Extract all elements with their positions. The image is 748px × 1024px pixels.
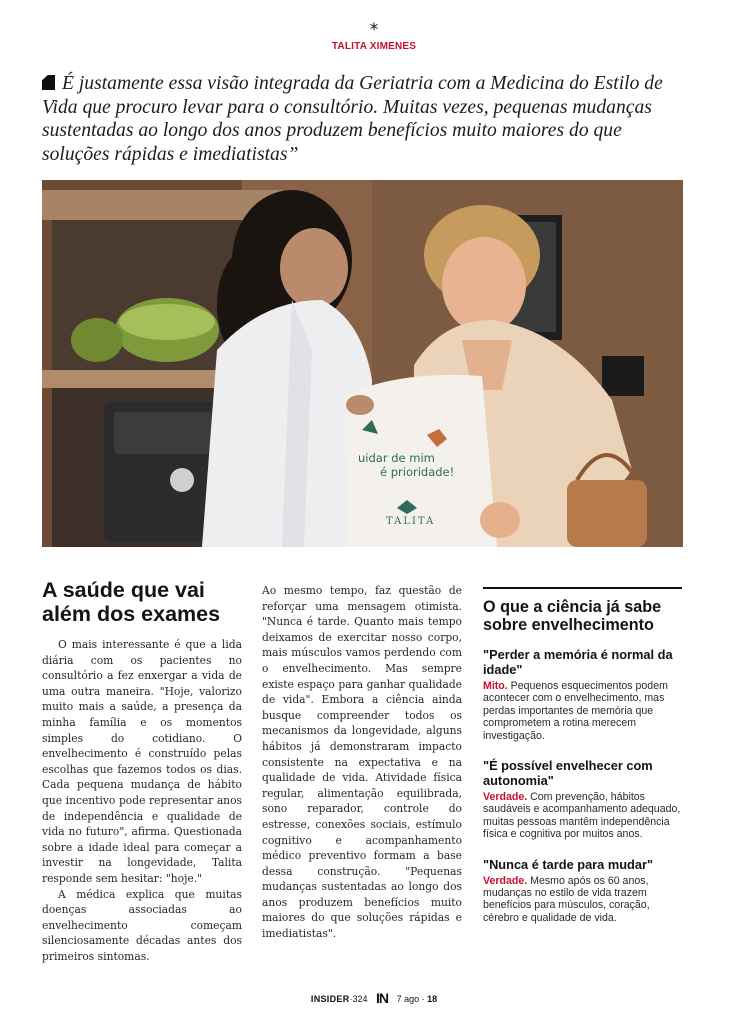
article-column-1 bbox=[42, 578, 242, 964]
fact-text bbox=[483, 791, 682, 841]
page-footer bbox=[0, 990, 748, 1006]
magazine-name: INSIDER bbox=[310, 994, 350, 1004]
bag-text-line2: é prioridade! bbox=[380, 465, 455, 479]
page-separator: · bbox=[419, 994, 428, 1004]
fact-item bbox=[483, 647, 682, 742]
fact-body: Pequenos esquecimentos podem acontecer com o envelhecimento, mas perdas importantes de memória que comprometem a rotina merecem investigação. bbox=[483, 680, 668, 742]
star-icon: * bbox=[369, 20, 379, 40]
fact-verdict: Mito. bbox=[483, 680, 508, 692]
article-photo bbox=[42, 180, 683, 547]
pull-quote-text: É justamente essa visão integrada da Geriatria com a Medicina do Estilo de Vida que procuro levar para o consultório. Muitas vezes, pequenas mudanças sustentadas ao longo dos anos produzem benefícios muito maiores do que soluções rápidas e imediatistas” bbox=[42, 73, 663, 165]
author-name: TALITA XIMENES bbox=[331, 41, 417, 52]
issue-number: 324 bbox=[352, 994, 368, 1004]
article-column-2 bbox=[262, 583, 462, 942]
article-paragraph: A médica explica que muitas doenças associadas ao envelhecimento começam silenciosamente décadas antes dos primeiros sintomas. bbox=[42, 887, 242, 963]
fact-verdict: Verdade. bbox=[483, 791, 528, 804]
bag-text-line1: uidar de mim bbox=[358, 451, 435, 465]
page-number: 18 bbox=[427, 994, 438, 1004]
fact-text bbox=[483, 875, 682, 925]
sidebar-box bbox=[483, 587, 682, 940]
fact-body: Com prevenção, hábitos saudáveis e acompanhamento adequado, muitas pessoas mantêm independência física e cognitiva por muitos anos. bbox=[483, 791, 681, 841]
page-header bbox=[0, 22, 748, 52]
issue-separator: · bbox=[349, 994, 353, 1004]
article-paragraph: O mais interessante é que a lida diária com os pacientes no consultório a fez enxergar a vida de uma outra maneira. "Hoje, valorizo muito mais a saúde, a presença da minha família e os momentos simples do cotidiano. O envelhecimento é construído pelas escolhas que fazemos todos os dias. Cada pequena mudança de hábito que incentivo pode representar anos de independência e qualidade de vida no futuro", afirma. Questionada sobre a idade ideal para começar a investir na longevidade, Talita responde sem hesitar: "hoje." bbox=[42, 638, 242, 885]
fact-item bbox=[483, 758, 682, 841]
issue-date: 7 ago bbox=[396, 994, 420, 1004]
magazine-logo: IN bbox=[376, 990, 389, 1006]
sidebar-title: O que a ciência já sabe sobre envelhecimento bbox=[483, 598, 662, 634]
fact-item bbox=[483, 857, 682, 925]
article-paragraph: Ao mesmo tempo, faz questão de reforçar uma mensagem otimista. "Nunca é tarde. Quanto mais tempo deixamos de exercitar nosso corpo, mais músculos vamos perdendo com o envelhecimento. Mas sempre existe espaço para ganhar qualidade de vida". Embora a ciência ainda busque compreender todos os mecanismos da longevidade, alguns hábitos já demonstraram impacto consistente na expectativa e na qualidade de vida. Atividade física regular, alimentação equilibrada, sono reparador, controle do estresse, conexões sociais, estímulo cognitivo e acompanhamento médico preventivo formam a base dessa construção. "Pequenas mudanças sustentadas ao longo dos anos produzem benefícios muito maiores do que soluções rápidas e imediatistas". bbox=[262, 584, 462, 941]
fact-text bbox=[483, 680, 682, 742]
fact-verdict: Verdade. bbox=[483, 874, 528, 887]
quote-icon bbox=[42, 75, 55, 90]
fact-body: Mesmo após os 60 anos, mudanças no estilo de vida trazem benefícios para músculos, coração, cérebro e qualidade de vida. bbox=[483, 874, 650, 924]
fact-title: "Perder a memória é normal da idade" bbox=[483, 647, 673, 677]
pull-quote bbox=[42, 72, 692, 166]
fact-title: "É possível envelhecer com autonomia" bbox=[483, 758, 653, 789]
section-heading: A saúde que vai além dos exames bbox=[42, 578, 221, 626]
fact-title: "Nunca é tarde para mudar" bbox=[483, 856, 654, 872]
bag-brand: TALITA bbox=[386, 516, 436, 527]
